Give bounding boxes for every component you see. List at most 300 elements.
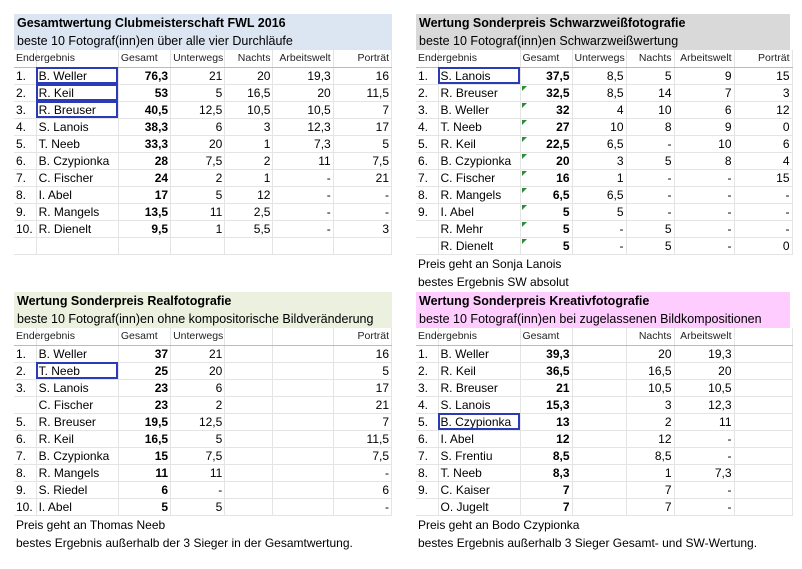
panel-kreativfotografie (416, 292, 790, 552)
score-cell: 0 (734, 118, 792, 135)
column-header: Endergebnis (14, 328, 36, 345)
score-cell: 6 (171, 118, 225, 135)
total-cell: 7 (520, 498, 572, 515)
score-cell: 8,5 (626, 447, 674, 464)
total-cell: 40,5 (118, 101, 170, 118)
rank-cell: 9. (14, 481, 36, 498)
total-cell: 27 (520, 118, 572, 135)
score-cell (273, 379, 333, 396)
name-cell: T. Neeb (438, 118, 520, 135)
rank-cell: 6. (416, 152, 438, 169)
name-cell: S. Lanois (36, 379, 118, 396)
panel-title: Wertung Sonderpreis Realfotografie (17, 294, 232, 308)
results-table (14, 328, 392, 516)
total-cell: 36,5 (520, 362, 572, 379)
score-cell (734, 362, 792, 379)
table-row (416, 464, 792, 481)
rank-cell: 3. (14, 101, 36, 118)
column-header (572, 328, 626, 345)
rank-cell: 8. (14, 186, 36, 203)
score-cell (734, 413, 792, 430)
score-cell: 15 (734, 67, 792, 84)
rank-cell: 7. (416, 447, 438, 464)
score-cell: 20 (273, 84, 333, 101)
total-cell: 32 (520, 101, 572, 118)
score-cell (572, 498, 626, 515)
score-cell: - (333, 186, 391, 203)
total-cell: 11 (118, 464, 170, 481)
score-cell (225, 379, 273, 396)
score-cell: 15 (734, 169, 792, 186)
score-cell: 16,5 (225, 84, 273, 101)
score-cell (225, 498, 273, 515)
score-cell: - (273, 169, 333, 186)
column-header: Nachts (225, 50, 273, 67)
table-row (416, 362, 792, 379)
score-cell: 5 (171, 430, 225, 447)
column-header: Nachts (626, 50, 674, 67)
score-cell: - (626, 186, 674, 203)
table-row (416, 152, 792, 169)
score-cell (273, 481, 333, 498)
table-row (14, 101, 392, 118)
score-cell (572, 379, 626, 396)
score-cell: 8,5 (572, 84, 626, 101)
score-cell (225, 447, 273, 464)
score-cell (273, 396, 333, 413)
table-row (14, 498, 392, 515)
score-cell: - (734, 186, 792, 203)
score-cell (273, 345, 333, 362)
total-cell: 76,3 (118, 67, 170, 84)
score-cell: 7,3 (674, 464, 734, 481)
score-cell: - (674, 169, 734, 186)
rank-cell: 6. (416, 430, 438, 447)
column-header-row (14, 50, 392, 67)
score-cell: 10,5 (273, 101, 333, 118)
score-cell: - (626, 203, 674, 220)
total-cell: 22,5 (520, 135, 572, 152)
score-cell: 7 (333, 101, 391, 118)
score-cell: 12,3 (273, 118, 333, 135)
score-cell: 5,5 (225, 220, 273, 237)
score-cell: 5 (626, 152, 674, 169)
score-cell: 5 (333, 362, 391, 379)
panel-note: bestes Ergebnis außerhalb der 3 Sieger in der Gesamtwertung. (16, 535, 353, 550)
score-cell: 19,3 (674, 345, 734, 362)
score-cell: 3 (225, 118, 273, 135)
total-cell: 17 (118, 186, 170, 203)
total-cell: 8,3 (520, 464, 572, 481)
score-cell (734, 464, 792, 481)
rank-cell: 7. (14, 447, 36, 464)
rank-cell: 8. (416, 464, 438, 481)
panel-title: Gesamtwertung Clubmeisterschaft FWL 2016 (17, 16, 286, 30)
table-row (14, 84, 392, 101)
score-cell (572, 413, 626, 430)
score-cell (225, 396, 273, 413)
table-row (416, 135, 792, 152)
total-cell: 16,5 (118, 430, 170, 447)
name-cell: R. Keil (438, 362, 520, 379)
score-cell: 16 (333, 67, 391, 84)
score-cell: 12,5 (171, 413, 225, 430)
score-cell: 20 (674, 362, 734, 379)
score-cell: 7,3 (273, 135, 333, 152)
score-cell (734, 396, 792, 413)
total-cell: 6 (118, 481, 170, 498)
score-cell: 5 (572, 203, 626, 220)
score-cell: 9 (674, 67, 734, 84)
rank-cell: 3. (416, 101, 438, 118)
score-cell: 5 (171, 186, 225, 203)
score-cell: 12,3 (674, 396, 734, 413)
score-cell: 21 (333, 396, 391, 413)
total-cell: 7 (520, 481, 572, 498)
total-cell: 21 (520, 379, 572, 396)
name-cell: B. Weller (438, 101, 520, 118)
score-cell: - (333, 464, 391, 481)
table-row (416, 237, 792, 254)
table-row (416, 379, 792, 396)
panel-subtitle: beste 10 Fotograf(inn)en ohne kompositorische Bildveränderung (17, 312, 374, 326)
column-header: Unterwegs (171, 50, 225, 67)
table-row (14, 464, 392, 481)
column-header-row (14, 328, 392, 345)
score-cell: 7,5 (171, 447, 225, 464)
rank-cell: 1. (14, 67, 36, 84)
panel-header (416, 292, 790, 328)
total-cell: 6,5 (520, 186, 572, 203)
score-cell (572, 447, 626, 464)
score-cell: 6,5 (572, 135, 626, 152)
rank-cell: 6. (14, 152, 36, 169)
panel-note: Preis geht an Sonja Lanois (418, 256, 562, 271)
total-cell: 32,5 (520, 84, 572, 101)
rank-cell (416, 220, 438, 237)
score-cell: - (626, 169, 674, 186)
column-header: Porträt (333, 50, 391, 67)
table-row (416, 396, 792, 413)
table-row (416, 169, 792, 186)
score-cell: 2 (225, 152, 273, 169)
score-cell (225, 481, 273, 498)
score-cell (273, 498, 333, 515)
total-cell: 39,3 (520, 345, 572, 362)
score-cell: 17 (333, 118, 391, 135)
name-cell: B. Weller (36, 67, 118, 84)
total-cell: 25 (118, 362, 170, 379)
name-cell: S. Frentiu (438, 447, 520, 464)
score-cell: 9 (674, 118, 734, 135)
total-cell: 38,3 (118, 118, 170, 135)
name-cell: R. Keil (36, 430, 118, 447)
score-cell: - (674, 220, 734, 237)
score-cell: 19,3 (273, 67, 333, 84)
score-cell: 10 (626, 101, 674, 118)
rank-cell: 5. (14, 135, 36, 152)
column-header: Gesamt (520, 50, 572, 67)
table-row (416, 481, 792, 498)
score-cell: 1 (572, 169, 626, 186)
rank-cell: 3. (14, 379, 36, 396)
panel-note: Preis geht an Bodo Czypionka (418, 517, 580, 532)
panel-note: bestes Ergebnis außerhalb 3 Sieger Gesamt- und SW-Wertung. (418, 535, 758, 550)
score-cell: 10,5 (225, 101, 273, 118)
name-cell: T. Neeb (36, 135, 118, 152)
score-cell: 11 (674, 413, 734, 430)
score-cell: - (572, 220, 626, 237)
rank-cell: 2. (14, 362, 36, 379)
total-cell: 13 (520, 413, 572, 430)
score-cell: - (333, 498, 391, 515)
name-cell: R. Keil (36, 84, 118, 101)
name-cell: R. Mangels (36, 203, 118, 220)
rank-cell: 10. (14, 220, 36, 237)
score-cell (225, 413, 273, 430)
name-cell: I. Abel (438, 430, 520, 447)
score-cell: 7 (333, 413, 391, 430)
rank-cell: 9. (416, 203, 438, 220)
panel-note: bestes Ergebnis SW absolut (418, 274, 569, 289)
name-cell: B. Czypionka (36, 152, 118, 169)
total-cell: 13,5 (118, 203, 170, 220)
score-cell: 20 (225, 67, 273, 84)
score-cell: 5 (171, 498, 225, 515)
total-cell: 37,5 (520, 67, 572, 84)
score-cell: 5 (626, 67, 674, 84)
score-cell (273, 237, 333, 254)
score-cell: 7 (674, 84, 734, 101)
score-cell: 5 (626, 237, 674, 254)
score-cell: 2,5 (225, 203, 273, 220)
name-cell: I. Abel (36, 498, 118, 515)
column-header: Arbeitswelt (674, 328, 734, 345)
column-header: Gesamt (118, 328, 170, 345)
score-cell (734, 481, 792, 498)
table-row (416, 220, 792, 237)
score-cell (572, 362, 626, 379)
rank-cell (14, 237, 36, 254)
score-cell: - (572, 237, 626, 254)
total-cell: 15,3 (520, 396, 572, 413)
score-cell: 10,5 (626, 379, 674, 396)
column-header-row (416, 50, 792, 67)
name-cell (36, 237, 118, 254)
score-cell: 6 (171, 379, 225, 396)
score-cell: 6 (674, 101, 734, 118)
score-cell: 3 (333, 220, 391, 237)
table-row (14, 169, 392, 186)
rank-cell (416, 237, 438, 254)
score-cell (572, 464, 626, 481)
score-cell (171, 237, 225, 254)
table-row (416, 498, 792, 515)
score-cell: 4 (734, 152, 792, 169)
table-row (14, 345, 392, 362)
rank-cell: 4. (416, 396, 438, 413)
score-cell: 8 (626, 118, 674, 135)
score-cell (225, 362, 273, 379)
total-cell: 15 (118, 447, 170, 464)
rank-cell: 2. (416, 84, 438, 101)
score-cell (225, 430, 273, 447)
table-row (14, 152, 392, 169)
score-cell: - (273, 186, 333, 203)
rank-cell: 2. (416, 362, 438, 379)
score-cell (734, 345, 792, 362)
column-header: Endergebnis (416, 50, 438, 67)
column-header-row (416, 328, 792, 345)
total-cell: 9,5 (118, 220, 170, 237)
rank-cell: 9. (14, 203, 36, 220)
name-cell: R. Breuser (36, 101, 118, 118)
panel-schwarzweiss (416, 14, 790, 291)
rank-cell: 8. (416, 186, 438, 203)
table-row (14, 481, 392, 498)
score-cell (572, 481, 626, 498)
score-cell: 21 (333, 169, 391, 186)
score-cell: 20 (171, 362, 225, 379)
score-cell: 11,5 (333, 84, 391, 101)
table-row (416, 413, 792, 430)
score-cell: 10,5 (674, 379, 734, 396)
score-cell: 1 (225, 135, 273, 152)
column-header: Unterwegs (171, 328, 225, 345)
name-cell: S. Lanois (438, 396, 520, 413)
table-row (14, 413, 392, 430)
name-cell: C. Fischer (36, 396, 118, 413)
name-cell: R. Breuser (438, 379, 520, 396)
rank-cell: 10. (14, 498, 36, 515)
table-row (14, 362, 392, 379)
table-row (14, 220, 392, 237)
column-header (273, 328, 333, 345)
total-cell: 24 (118, 169, 170, 186)
score-cell: 2 (171, 396, 225, 413)
column-header: Unterwegs (572, 50, 626, 67)
table-row (416, 447, 792, 464)
rank-cell (14, 396, 36, 413)
score-cell (333, 237, 391, 254)
rank-cell: 3. (416, 379, 438, 396)
column-header: Arbeitswelt (273, 50, 333, 67)
score-cell: 2 (171, 169, 225, 186)
name-cell: O. Jugelt (438, 498, 520, 515)
score-cell (273, 447, 333, 464)
total-cell: 12 (520, 430, 572, 447)
score-cell: - (626, 135, 674, 152)
score-cell: 16,5 (626, 362, 674, 379)
score-cell: 12 (734, 101, 792, 118)
table-row (14, 118, 392, 135)
name-cell: I. Abel (36, 186, 118, 203)
score-cell (273, 430, 333, 447)
score-cell (225, 237, 273, 254)
total-cell: 5 (118, 498, 170, 515)
panel-subtitle: beste 10 Fotograf(inn)en Schwarzweißwertung (419, 34, 679, 48)
panel-note: Preis geht an Thomas Neeb (16, 517, 166, 532)
name-cell: C. Fischer (36, 169, 118, 186)
score-cell: 7,5 (333, 447, 391, 464)
rank-cell: 9. (416, 481, 438, 498)
score-cell: 0 (734, 237, 792, 254)
score-cell: - (674, 186, 734, 203)
rank-cell: 2. (14, 84, 36, 101)
rank-cell: 5. (416, 135, 438, 152)
total-cell (118, 237, 170, 254)
column-header (225, 328, 273, 345)
table-row (14, 430, 392, 447)
score-cell (572, 396, 626, 413)
name-cell: R. Mangels (36, 464, 118, 481)
score-cell: 2 (626, 413, 674, 430)
score-cell: - (273, 220, 333, 237)
panel-header (14, 14, 392, 50)
panel-title: Wertung Sonderpreis Schwarzweißfotografie (419, 16, 686, 30)
table-row (14, 379, 392, 396)
score-cell (734, 379, 792, 396)
table-row (14, 186, 392, 203)
score-cell: 5 (626, 220, 674, 237)
total-cell: 20 (520, 152, 572, 169)
score-cell: 5 (171, 84, 225, 101)
score-cell: 1 (225, 169, 273, 186)
total-cell: 19,5 (118, 413, 170, 430)
score-cell: 20 (171, 135, 225, 152)
name-cell: R. Dienelt (438, 237, 520, 254)
name-cell: S. Lanois (438, 67, 520, 84)
name-cell: R. Mangels (438, 186, 520, 203)
score-cell: 5 (333, 135, 391, 152)
score-cell: 12 (225, 186, 273, 203)
score-cell: 12,5 (171, 101, 225, 118)
score-cell: - (171, 481, 225, 498)
score-cell: 14 (626, 84, 674, 101)
rank-cell: 6. (14, 430, 36, 447)
score-cell: - (333, 203, 391, 220)
total-cell: 33,3 (118, 135, 170, 152)
score-cell: 11 (171, 203, 225, 220)
score-cell: - (674, 447, 734, 464)
rank-cell: 7. (14, 169, 36, 186)
score-cell: 7,5 (171, 152, 225, 169)
name-cell: T. Neeb (36, 362, 118, 379)
table-row (416, 118, 792, 135)
score-cell: - (674, 498, 734, 515)
score-cell: 16 (333, 345, 391, 362)
score-cell: - (273, 203, 333, 220)
score-cell: 4 (572, 101, 626, 118)
total-cell: 8,5 (520, 447, 572, 464)
rank-cell: 1. (416, 67, 438, 84)
score-cell: - (734, 220, 792, 237)
name-cell: T. Neeb (438, 464, 520, 481)
total-cell: 28 (118, 152, 170, 169)
table-row (416, 67, 792, 84)
score-cell: 6 (333, 481, 391, 498)
column-header: Gesamt (118, 50, 170, 67)
score-cell: 12 (626, 430, 674, 447)
column-header: Endergebnis (14, 50, 36, 67)
total-cell: 23 (118, 379, 170, 396)
table-row (14, 396, 392, 413)
total-cell: 53 (118, 84, 170, 101)
score-cell: 1 (171, 220, 225, 237)
name-cell: S. Riedel (36, 481, 118, 498)
score-cell: 21 (171, 67, 225, 84)
panel-subtitle: beste 10 Fotograf(inn)en über alle vier Durchläufe (17, 34, 293, 48)
